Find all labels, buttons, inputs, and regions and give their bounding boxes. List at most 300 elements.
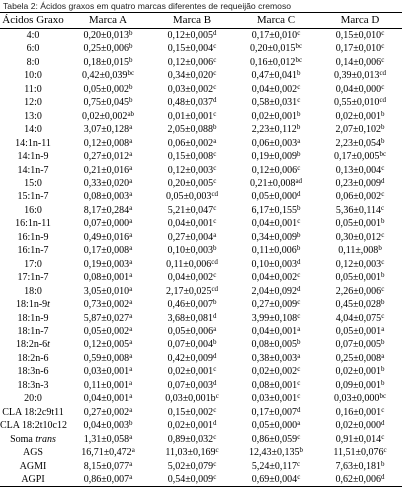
mean-sd-value: 0,11±,008 <box>338 245 379 257</box>
value-cell <box>318 379 402 392</box>
mean-sd-value: 2,04±0,092 <box>251 285 297 297</box>
acid-name <box>0 244 66 257</box>
acid-name <box>0 352 66 365</box>
value-cell <box>234 392 318 405</box>
value-cell <box>66 285 150 298</box>
value-cell <box>150 123 234 136</box>
acid-name <box>0 204 66 217</box>
significance-letter: b <box>129 42 133 51</box>
significance-letter: a <box>297 136 301 145</box>
acid-label: 18:3n-6 <box>17 366 49 378</box>
acid-label: 13:0 <box>24 110 42 122</box>
value-cell <box>234 56 318 69</box>
significance-letter: a <box>381 324 385 333</box>
value-cell <box>234 204 318 217</box>
significance-letter: c <box>381 203 385 212</box>
mean-sd-value: 0,19±0,009 <box>251 151 297 163</box>
header-marca-a: Marca A <box>66 13 150 29</box>
value-cell <box>150 312 234 325</box>
mean-sd-value: 0,03±0,000 <box>333 393 380 405</box>
significance-letter: b <box>213 244 217 253</box>
value-cell <box>66 69 150 82</box>
significance-letter: c <box>213 405 217 414</box>
significance-letter: c <box>297 311 301 320</box>
table-row <box>0 190 402 203</box>
value-cell <box>318 352 402 365</box>
value-cell <box>318 406 402 419</box>
table-row <box>0 258 402 271</box>
significance-letter: c <box>213 82 217 91</box>
mean-sd-value: 0,03±0,002 <box>167 83 214 95</box>
value-cell <box>150 56 234 69</box>
table-row <box>0 137 402 150</box>
significance-letter: b <box>213 338 217 347</box>
mean-sd-value: 0,01±0,001 <box>167 110 214 122</box>
mean-sd-value: 0,06±0,002 <box>167 137 214 149</box>
mean-sd-value: 0,25±0,008 <box>335 352 382 364</box>
value-cell <box>66 352 150 365</box>
acid-label: 15:0 <box>24 177 42 189</box>
value-cell <box>150 110 234 123</box>
mean-sd-value: 0,04±0,001 <box>167 218 214 230</box>
mean-sd-value: 0,16±0,001 <box>335 406 382 418</box>
mean-sd-value: 0,12±0,006 <box>251 164 298 176</box>
significance-letter: c <box>297 459 301 468</box>
mean-sd-value: 0,07±0,000 <box>83 218 130 230</box>
value-cell <box>150 406 234 419</box>
significance-letter: c <box>297 432 301 441</box>
value-cell <box>150 217 234 230</box>
mean-sd-value: 16,71±0,472 <box>81 447 132 459</box>
mean-sd-value: 0,12±0,008 <box>83 137 130 149</box>
value-cell <box>318 83 402 96</box>
mean-sd-value: 0,15±0,008 <box>167 151 214 163</box>
significance-letter: a <box>381 351 385 360</box>
value-cell <box>150 419 234 432</box>
significance-letter: b <box>297 150 301 159</box>
value-cell <box>234 446 318 459</box>
significance-letter: c <box>213 176 217 185</box>
mean-sd-value: 0,19±0,003 <box>83 258 130 270</box>
value-cell <box>66 298 150 311</box>
significance-letter: c <box>297 96 301 105</box>
acid-label: AGMI <box>19 460 47 472</box>
value-cell <box>234 150 318 163</box>
mean-sd-value: 0,46±0,007 <box>167 299 213 311</box>
significance-letter: a <box>129 338 133 347</box>
mean-sd-value: 3,68±0,081 <box>167 312 213 324</box>
acid-label: 8:0 <box>26 56 40 68</box>
mean-sd-value: 3,07±0,128 <box>83 124 130 136</box>
significance-letter: ab <box>127 109 135 118</box>
significance-letter: a <box>129 163 133 172</box>
significance-letter: b <box>381 459 385 468</box>
value-cell <box>150 433 234 446</box>
acid-label: 14:1n-7 <box>17 164 49 176</box>
header-acid: Ácidos Graxo <box>0 13 66 29</box>
mean-sd-value: 0,75±0,045 <box>83 97 129 109</box>
significance-letter: a <box>129 123 133 132</box>
mean-sd-value: 0,05±0,001 <box>335 325 382 337</box>
value-cell <box>150 69 234 82</box>
significance-letter: c <box>213 459 217 468</box>
mean-sd-value: 0,03±0,001 <box>251 393 298 405</box>
significance-letter: c <box>213 42 217 51</box>
mean-sd-value: 0,89±0,032 <box>167 433 214 445</box>
value-cell <box>234 352 318 365</box>
value-cell <box>150 177 234 190</box>
value-cell <box>150 231 234 244</box>
value-cell <box>66 204 150 217</box>
value-cell <box>234 29 318 43</box>
mean-sd-value: 0,58±0,031 <box>251 97 298 109</box>
significance-letter: a <box>129 392 133 401</box>
significance-letter: c <box>297 29 301 37</box>
significance-letter: a <box>213 230 217 239</box>
value-cell <box>234 83 318 96</box>
significance-letter: d <box>297 405 301 414</box>
table-row <box>0 204 402 217</box>
value-cell <box>66 177 150 190</box>
table-row <box>0 42 402 55</box>
acid-label: 16:1n-7 <box>17 245 49 257</box>
value-cell <box>234 365 318 378</box>
significance-letter: b <box>381 365 385 374</box>
value-cell <box>318 419 402 432</box>
value-cell <box>66 164 150 177</box>
mean-sd-value: 0,15±0,002 <box>167 406 214 418</box>
significance-letter: a <box>297 351 301 360</box>
value-cell <box>318 231 402 244</box>
acid-label: CLA 18:2c9t11 <box>2 406 64 418</box>
acid-name <box>0 433 66 446</box>
mean-sd-value: 0,20±0,013 <box>83 30 129 41</box>
value-cell <box>318 96 402 109</box>
significance-letter: c <box>215 446 219 455</box>
significance-letter: cd <box>379 69 387 78</box>
significance-letter: a <box>129 405 133 414</box>
significance-letter: a <box>131 446 135 455</box>
acid-name <box>0 406 66 419</box>
significance-letter: b <box>129 82 133 91</box>
mean-sd-value: 2,07±0,102 <box>335 124 381 136</box>
value-cell <box>66 96 150 109</box>
acid-label: 14:0 <box>24 124 42 136</box>
value-cell <box>66 379 150 392</box>
value-cell <box>150 42 234 55</box>
significance-letter: b <box>381 271 385 280</box>
acid-label: 18:1n-9t <box>16 299 50 311</box>
acid-name <box>0 312 66 325</box>
significance-letter: d <box>213 378 217 387</box>
mean-sd-value: 0,23±0,009 <box>335 177 381 189</box>
value-cell <box>234 271 318 284</box>
mean-sd-value: 0,27±0,002 <box>83 406 130 418</box>
mean-sd-value: 12,43±0,135 <box>249 447 300 459</box>
acid-name <box>0 217 66 230</box>
value-cell <box>66 56 150 69</box>
acid-label: 20:0 <box>24 393 42 405</box>
mean-sd-value: 0,21±0,016 <box>83 164 130 176</box>
significance-letter: c <box>381 42 385 51</box>
mean-sd-value: 2,17±0,025 <box>165 285 212 297</box>
acid-name <box>0 96 66 109</box>
value-cell <box>234 406 318 419</box>
value-cell <box>234 177 318 190</box>
acid-label: 16:0 <box>24 204 42 216</box>
significance-letter: a <box>129 257 133 266</box>
significance-letter: d <box>297 257 301 266</box>
significance-letter: a <box>129 230 133 239</box>
mean-sd-value: 0,54±0,009 <box>167 473 214 485</box>
significance-letter: b <box>381 136 385 145</box>
table-row <box>0 419 402 432</box>
acid-label: 18:1n-9 <box>17 312 49 324</box>
significance-letter: a <box>129 176 133 185</box>
value-cell <box>66 325 150 338</box>
value-cell <box>318 177 402 190</box>
significance-letter: c <box>213 271 217 280</box>
mean-sd-value: 0,12±0,005 <box>167 30 213 41</box>
acid-name <box>0 379 66 392</box>
significance-letter: a <box>129 217 133 226</box>
acid-label: 14:1n-9 <box>17 151 49 163</box>
value-cell <box>234 42 318 55</box>
acid-name <box>0 69 66 82</box>
mean-sd-value: 0,02±0,001 <box>335 110 381 122</box>
value-cell <box>66 217 150 230</box>
table-row <box>0 231 402 244</box>
mean-sd-value: 0,05±0,001 <box>335 218 381 230</box>
significance-letter: c <box>297 378 301 387</box>
significance-letter: d <box>213 29 217 37</box>
value-cell <box>234 433 318 446</box>
significance-letter: a <box>129 298 133 307</box>
significance-letter: b <box>381 217 385 226</box>
significance-letter: a <box>129 190 133 199</box>
mean-sd-value: 0,10±0,003 <box>167 245 213 257</box>
value-cell <box>66 231 150 244</box>
significance-letter: a <box>129 351 133 360</box>
mean-sd-value: 0,16±0,012 <box>249 56 296 68</box>
mean-sd-value: 5,21±0,047 <box>167 204 214 216</box>
significance-letter: c <box>213 472 217 481</box>
significance-letter: c <box>213 69 217 78</box>
significance-letter: cd <box>379 96 387 105</box>
value-cell <box>318 29 402 43</box>
mean-sd-value: 0,08±0,003 <box>83 191 130 203</box>
value-cell <box>318 217 402 230</box>
mean-sd-value: 0,04±0,001 <box>83 393 130 405</box>
value-cell <box>234 217 318 230</box>
acid-label: 17:1n-7 <box>17 272 49 284</box>
mean-sd-value: 0,25±0,006 <box>83 43 129 55</box>
mean-sd-value: 0,05±0,000 <box>251 420 298 432</box>
table-row <box>0 406 402 419</box>
acid-label: 6:0 <box>26 43 40 55</box>
significance-letter: a <box>129 472 133 481</box>
mean-sd-value: 0,45±0,028 <box>335 299 381 311</box>
value-cell <box>150 244 234 257</box>
mean-sd-value: 0,02±0,001 <box>335 366 381 378</box>
table-row <box>0 285 402 298</box>
acid-name <box>0 446 66 459</box>
acid-name <box>0 271 66 284</box>
significance-letter: a <box>129 271 133 280</box>
mean-sd-value: 0,69±0,004 <box>251 473 298 485</box>
value-cell <box>318 446 402 459</box>
table-row <box>0 379 402 392</box>
value-cell <box>66 446 150 459</box>
value-cell <box>318 338 402 351</box>
significance-letter: bc <box>295 55 303 64</box>
acid-name <box>0 123 66 136</box>
mean-sd-value: 0,11±0,001 <box>83 379 129 391</box>
significance-letter: c <box>381 311 385 320</box>
table-row <box>0 338 402 351</box>
mean-sd-value: 0,27±0,012 <box>83 151 130 163</box>
significance-letter: b <box>297 109 301 118</box>
value-cell <box>318 204 402 217</box>
mean-sd-value: 0,02±0,002 <box>81 110 128 122</box>
significance-letter: c <box>215 392 219 401</box>
value-cell <box>150 137 234 150</box>
acid-label: 18:3n-3 <box>17 379 49 391</box>
significance-letter: c <box>297 217 301 226</box>
significance-letter: b <box>297 203 301 212</box>
table-row <box>0 83 402 96</box>
value-cell <box>66 123 150 136</box>
table-row <box>0 352 402 365</box>
acid-label: 11:0 <box>24 83 42 95</box>
table-row <box>0 69 402 82</box>
significance-letter: ad <box>295 176 303 185</box>
value-cell <box>150 96 234 109</box>
acid-name <box>0 325 66 338</box>
value-cell <box>150 325 234 338</box>
value-cell <box>150 446 234 459</box>
table-row <box>0 177 402 190</box>
mean-sd-value: 0,04±0,001 <box>251 325 298 337</box>
mean-sd-value: 2,23±0,054 <box>335 137 381 149</box>
value-cell <box>234 298 318 311</box>
significance-letter: a <box>129 459 133 468</box>
significance-letter: d <box>213 96 217 105</box>
significance-letter: d <box>213 351 217 360</box>
mean-sd-value: 0,04±0,002 <box>167 272 214 284</box>
value-cell <box>318 110 402 123</box>
value-cell <box>150 204 234 217</box>
mean-sd-value: 5,87±0,027 <box>83 312 130 324</box>
mean-sd-value: 7,63±0,181 <box>335 460 381 472</box>
value-cell <box>318 244 402 257</box>
mean-sd-value: 11,51±0,076 <box>333 447 384 459</box>
significance-letter: a <box>213 324 217 333</box>
mean-sd-value: 0,09±0,001 <box>335 379 381 391</box>
mean-sd-value: 0,59±0,008 <box>83 352 130 364</box>
value-cell <box>318 365 402 378</box>
significance-letter: c <box>381 55 385 64</box>
value-cell <box>150 352 234 365</box>
mean-sd-value: 2,05±0,088 <box>167 124 213 136</box>
significance-letter: a <box>129 324 133 333</box>
mean-sd-value: 0,08±0,001 <box>251 379 298 391</box>
mean-sd-value: 0,02±0,000 <box>335 420 381 432</box>
acid-name <box>0 56 66 69</box>
value-cell <box>318 285 402 298</box>
value-cell <box>150 258 234 271</box>
significance-letter: b <box>129 96 133 105</box>
mean-sd-value: 0,48±0,037 <box>167 97 213 109</box>
mean-sd-value: 0,91±0,014 <box>335 433 382 445</box>
value-cell <box>150 285 234 298</box>
value-cell <box>66 338 150 351</box>
mean-sd-value: 0,13±0,004 <box>335 164 382 176</box>
value-cell <box>150 271 234 284</box>
significance-letter: a <box>297 419 301 428</box>
mean-sd-value: 1,31±0,058 <box>83 433 130 445</box>
mean-sd-value: 0,47±0,041 <box>251 70 297 82</box>
significance-letter: b <box>129 55 133 64</box>
table-caption: Tabela 2: Ácidos graxos em quatro marcas diferentes de requeijão cremoso <box>3 1 292 11</box>
significance-letter: c <box>381 29 385 37</box>
mean-sd-value: 4,04±0,075 <box>335 312 382 324</box>
mean-sd-value: 0,12±0,003 <box>167 164 214 176</box>
mean-sd-value: 0,06±0,003 <box>251 137 298 149</box>
mean-sd-value: 0,27±0,004 <box>167 231 214 243</box>
value-cell <box>66 406 150 419</box>
mean-sd-value: 0,05±0,000 <box>251 191 297 203</box>
value-cell <box>234 325 318 338</box>
significance-letter: a <box>129 311 133 320</box>
mean-sd-value: 0,02±0,002 <box>251 366 298 378</box>
value-cell <box>234 110 318 123</box>
header-marca-c: Marca C <box>234 13 318 29</box>
mean-sd-value: 0,04±0,002 <box>251 272 298 284</box>
mean-sd-value: 0,38±0,003 <box>251 352 298 364</box>
value-cell <box>234 419 318 432</box>
value-cell <box>234 137 318 150</box>
acid-name <box>0 29 66 43</box>
significance-letter: bc <box>127 69 135 78</box>
value-cell <box>150 164 234 177</box>
table-row <box>0 217 402 230</box>
table-row <box>0 150 402 163</box>
value-cell <box>318 164 402 177</box>
value-cell <box>318 460 402 473</box>
value-cell <box>318 298 402 311</box>
significance-letter: c <box>381 163 385 172</box>
significance-letter: c <box>381 190 385 199</box>
significance-letter: a <box>129 432 133 441</box>
significance-letter: c <box>381 230 385 239</box>
mean-sd-value: 3,99±0,108 <box>251 312 298 324</box>
mean-sd-value: 3,05±0,010 <box>83 285 130 297</box>
mean-sd-value: 0,05±0,006 <box>167 325 214 337</box>
value-cell <box>318 69 402 82</box>
value-cell <box>150 190 234 203</box>
value-cell <box>318 312 402 325</box>
mean-sd-value: 0,20±0,015 <box>249 43 296 55</box>
mean-sd-value: 0,86±0,059 <box>251 433 298 445</box>
value-cell <box>234 231 318 244</box>
mean-sd-value: 0,07±0,003 <box>167 379 213 391</box>
table-row <box>0 312 402 325</box>
mean-sd-value: 0,10±0,003 <box>251 258 297 270</box>
value-cell <box>318 123 402 136</box>
acid-name <box>0 298 66 311</box>
mean-sd-value: 0,55±0,010 <box>333 97 380 109</box>
